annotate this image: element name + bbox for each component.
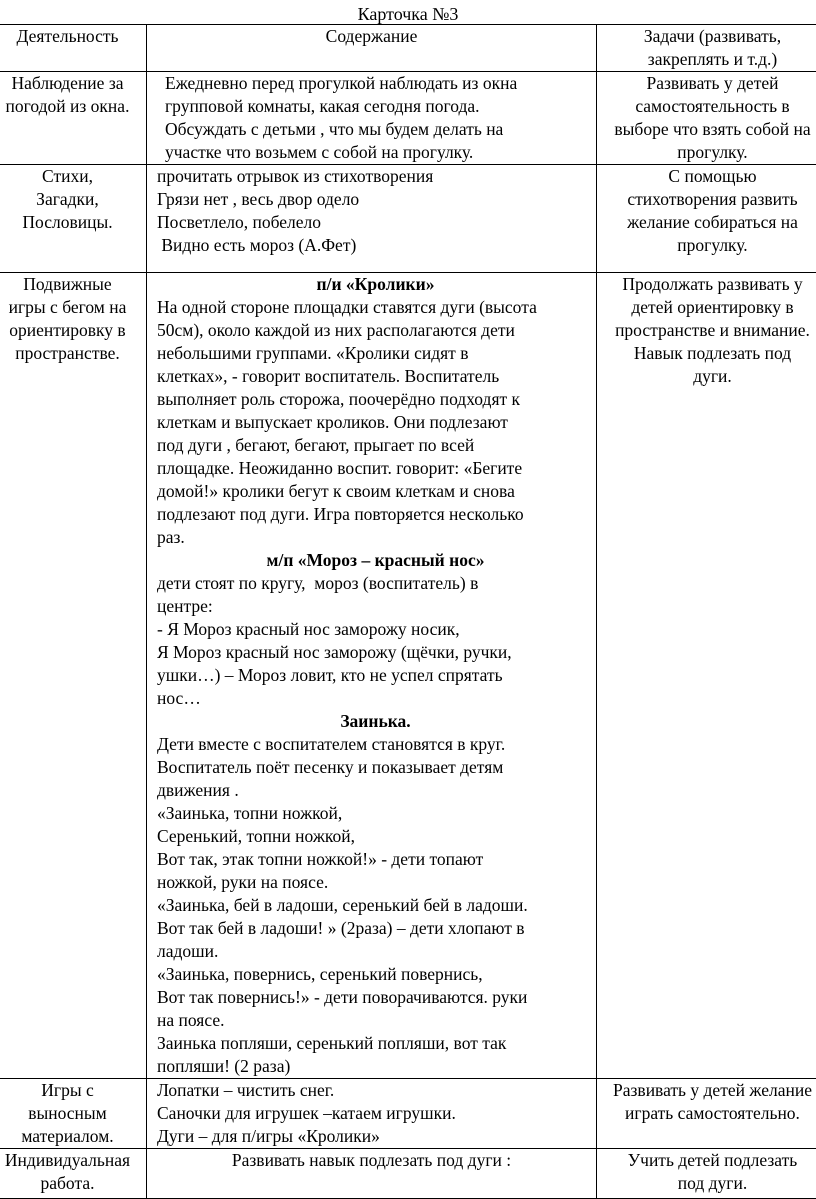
- tasks-line: Развивать у детей: [599, 72, 816, 95]
- activity-line: Подвижные: [0, 273, 144, 296]
- content-line: небольшими группами. «Кролики сидят в: [157, 342, 594, 365]
- table-row: [0, 72, 816, 165]
- tasks-line: прогулку.: [599, 234, 816, 257]
- content-line: Вот так повернись!» - дети поворачиваются. руки: [157, 986, 594, 1009]
- activity-line: пространстве.: [0, 342, 144, 365]
- content-line: подлезают под дуги. Игра повторяется несколько: [157, 503, 594, 526]
- content-line: «Заинька, бей в ладоши, серенький бей в ладоши.: [157, 894, 594, 917]
- content-line: Серенький, топни ножкой,: [157, 825, 594, 848]
- row-activity-cell: [0, 1079, 147, 1149]
- content-line: Вот так, этак топни ножкой!» - дети топают: [157, 848, 594, 871]
- tasks-line: дуги.: [599, 365, 816, 388]
- tasks-line: Развивать у детей желание: [599, 1079, 816, 1102]
- content-line: попляши! (2 раза): [157, 1055, 594, 1078]
- row-content-cell: [147, 1079, 597, 1149]
- header-activity: [0, 25, 147, 72]
- content-line: «Заинька, повернись, серенький повернись,: [157, 963, 594, 986]
- activity-line: работа.: [0, 1172, 144, 1195]
- table-row: [0, 273, 816, 1079]
- content-line: групповой комнаты, какая сегодня погода.: [165, 95, 594, 118]
- tasks-line: С помощью: [599, 165, 816, 188]
- content-line: На одной стороне площадки ставятся дуги (высота: [157, 296, 594, 319]
- row-tasks-cell: [597, 72, 816, 165]
- content-line: Заинька попляши, серенький попляши, вот так: [157, 1032, 594, 1055]
- content-line: Развивать навык подлезать под дуги :: [149, 1149, 594, 1172]
- row-activity-cell: [0, 72, 147, 165]
- table-row: [0, 1149, 816, 1199]
- row-content-cell: [147, 72, 597, 165]
- content-line: движения .: [157, 779, 594, 802]
- content-line: Воспитатель поёт песенку и показывает детям: [157, 756, 594, 779]
- row-tasks-cell: [597, 165, 816, 273]
- activity-line: выносным: [0, 1102, 144, 1125]
- header-tasks-line: закреплять и т.д.): [599, 48, 816, 71]
- tasks-line: прогулку.: [599, 141, 816, 164]
- content-line: клетках», - говорит воспитатель. Воспитатель: [157, 365, 594, 388]
- content-line: на поясе.: [157, 1009, 594, 1032]
- table-header-row: [0, 25, 816, 72]
- content-line: 50см), около каждой из них располагаются дети: [157, 319, 594, 342]
- activity-line: ориентировку в: [0, 319, 144, 342]
- content-line: клеткам и выпускает кроликов. Они подлезают: [157, 411, 594, 434]
- content-line: Дуги – для п/игры «Кролики»: [157, 1125, 594, 1148]
- content-line: центре:: [157, 595, 594, 618]
- row-activity-cell: [0, 1149, 147, 1199]
- page-title: Карточка №3: [0, 2, 816, 26]
- content-line: ушки…) – Мороз ловит, кто не успел спрятать: [157, 664, 594, 687]
- content-line: площадке. Неожиданно воспит. говорит: «Бегите: [157, 457, 594, 480]
- content-line: Лопатки – чистить снег.: [157, 1079, 594, 1102]
- tasks-line: выборе что взять собой на: [599, 118, 816, 141]
- tasks-line: желание собираться на: [599, 211, 816, 234]
- content-line: Ежедневно перед прогулкой наблюдать из окна: [165, 72, 594, 95]
- table-row: [0, 1079, 816, 1149]
- content-line: Посветлело, побелело: [157, 211, 594, 234]
- row-activity-cell: [0, 165, 147, 273]
- activity-line: Наблюдение за: [0, 72, 144, 95]
- tasks-line: стихотворения развить: [599, 188, 816, 211]
- tasks-line: пространстве и внимание.: [599, 319, 816, 342]
- tasks-line: под дуги.: [599, 1172, 816, 1195]
- header-content-text: Содержание: [149, 25, 594, 48]
- content-line: Саночки для игрушек –катаем игрушки.: [157, 1102, 594, 1125]
- content-line: прочитать отрывок из стихотворения: [157, 165, 594, 188]
- tasks-line: Учить детей подлезать: [599, 1149, 816, 1172]
- game-title-frost: м/п «Мороз – красный нос»: [157, 549, 594, 572]
- row-content-cell: [147, 165, 597, 273]
- content-line: под дуги , бегают, бегают, прыгает по всей: [157, 434, 594, 457]
- row-content-cell: [147, 1149, 597, 1199]
- activity-line: Индивидуальная: [0, 1149, 144, 1172]
- tasks-line: Продолжать развивать у: [599, 273, 816, 296]
- tasks-line: играть самостоятельно.: [599, 1102, 816, 1125]
- header-tasks: [597, 25, 816, 72]
- row-tasks-cell: [597, 273, 816, 1079]
- row-tasks-cell: [597, 1079, 816, 1149]
- content-line: участке что возьмем с собой на прогулку.: [165, 141, 594, 164]
- table-row: [0, 165, 816, 273]
- content-line: дети стоят по кругу, мороз (воспитатель) в: [157, 572, 594, 595]
- activity-line: Стихи,: [0, 165, 144, 188]
- game-title-rabbits: п/и «Кролики»: [157, 273, 594, 296]
- activity-line: Пословицы.: [0, 211, 144, 234]
- content-line: ножкой, руки на поясе.: [157, 871, 594, 894]
- activity-line: материалом.: [0, 1125, 144, 1148]
- activity-card-table: [0, 24, 816, 1199]
- content-line: Дети вместе с воспитателем становятся в круг.: [157, 733, 594, 756]
- tasks-line: детей ориентировку в: [599, 296, 816, 319]
- content-line: Видно есть мороз (А.Фет): [157, 234, 594, 257]
- activity-line: игры с бегом на: [0, 296, 144, 319]
- header-content: [147, 25, 597, 72]
- content-line: - Я Мороз красный нос заморожу носик,: [157, 618, 594, 641]
- content-line: домой!» кролики бегут к своим клеткам и снова: [157, 480, 594, 503]
- content-line: выполняет роль сторожа, поочерёдно подходят к: [157, 388, 594, 411]
- content-line: Я Мороз красный нос заморожу (щёчки, ручки,: [157, 641, 594, 664]
- header-tasks-line: Задачи (развивать,: [599, 25, 816, 48]
- tasks-line: Навык подлезать под: [599, 342, 816, 365]
- row-content-cell: [147, 273, 597, 1079]
- content-line: Обсуждать с детьми , что мы будем делать на: [165, 118, 594, 141]
- content-line: нос…: [157, 687, 594, 710]
- content-line: Грязи нет , весь двор одело: [157, 188, 594, 211]
- header-activity-text: Деятельность: [0, 25, 144, 48]
- tasks-line: самостоятельность в: [599, 95, 816, 118]
- game-title-bunny: Заинька.: [157, 710, 594, 733]
- content-line: раз.: [157, 526, 594, 549]
- activity-line: погодой из окна.: [0, 95, 144, 118]
- content-line: ладоши.: [157, 940, 594, 963]
- activity-line: Загадки,: [0, 188, 144, 211]
- row-activity-cell: [0, 273, 147, 1079]
- activity-line: Игры с: [0, 1079, 144, 1102]
- row-tasks-cell: [597, 1149, 816, 1199]
- content-line: «Заинька, топни ножкой,: [157, 802, 594, 825]
- content-line: Вот так бей в ладоши! » (2раза) – дети хлопают в: [157, 917, 594, 940]
